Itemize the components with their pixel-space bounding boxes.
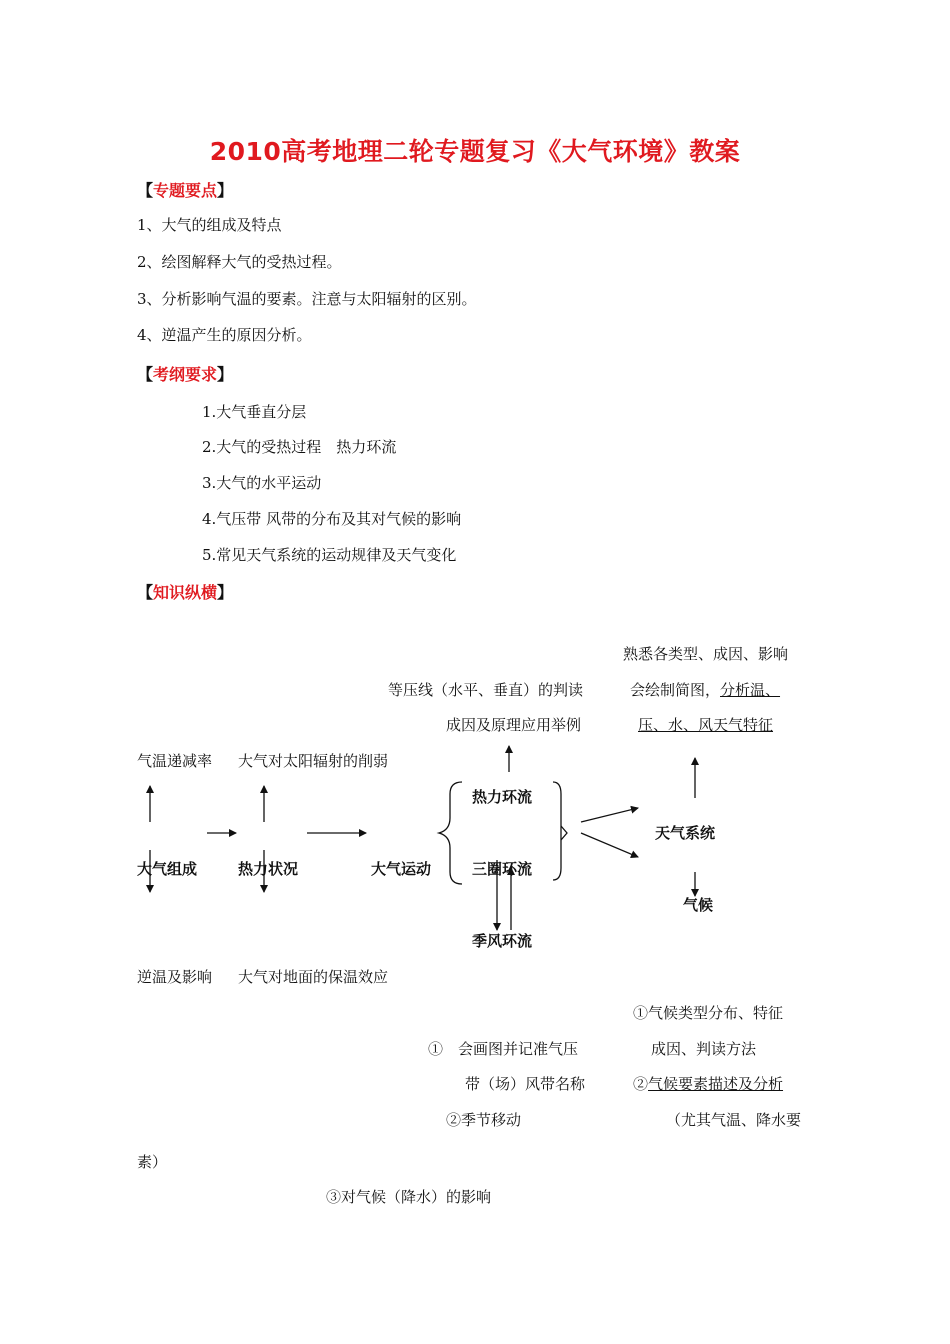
climate-note-3a: ② — [633, 1075, 649, 1093]
belt-note-1: ① 会画图并记准气压 — [428, 1040, 579, 1058]
right-bracket — [553, 782, 561, 880]
section-heading-points-label: 专题要点 — [153, 181, 218, 200]
solar-weakening-label: 大气对太阳辐射的削弱 — [238, 752, 389, 770]
weather-note-3: 压、水、风天气特征 — [638, 716, 774, 734]
belt-note-2: 带（场）风带名称 — [465, 1075, 586, 1093]
points-item-1: 1、大气的组成及特点 — [137, 216, 282, 234]
monsoon-node: 季风环流 — [472, 932, 533, 950]
weather-note-1: 熟悉各类型、成因、影响 — [623, 645, 789, 663]
climate-node: 气候 — [683, 896, 714, 914]
right-bracket-tip — [561, 826, 567, 840]
atmosphere-motion-node: 大气运动 — [371, 860, 432, 878]
belt-note-3: ②季节移动 — [446, 1111, 522, 1129]
outline-item-5: 5.常见天气系统的运动规律及天气变化 — [202, 546, 457, 564]
atmosphere-composition-node: 大气组成 — [137, 860, 198, 878]
lapse-rate-label: 气温递减率 — [137, 752, 213, 770]
points-item-2: 2、绘图解释大气的受热过程。 — [137, 253, 342, 271]
points-item-4: 4、逆温产生的原因分析。 — [137, 326, 312, 344]
section-heading-outline-label: 考纲要求 — [153, 365, 218, 384]
thermal-circulation-node: 热力环流 — [472, 788, 533, 806]
weather-note-2a: 会绘制简图， — [630, 681, 721, 699]
isobar-note-1: 等压线（水平、垂直）的判读 — [388, 681, 584, 699]
three-cell-node: 三圈环流 — [472, 860, 533, 878]
climate-note-3b: 气候要素描述及分析 — [648, 1075, 784, 1093]
climate-note-5: 素） — [137, 1153, 168, 1171]
arrow-to-weather-lower — [581, 833, 638, 857]
outline-item-3: 3.大气的水平运动 — [202, 474, 322, 492]
outline-item-4: 4.气压带 风带的分布及其对气候的影响 — [202, 510, 462, 528]
section-heading-points: 【专题要点】 — [137, 181, 234, 200]
section-heading-knowledge-label: 知识纵横 — [153, 583, 218, 602]
belt-note-4: ③对气候（降水）的影响 — [326, 1188, 492, 1206]
section-heading-knowledge: 【知识纵横】 — [137, 583, 234, 602]
thermal-state-node: 热力状况 — [238, 860, 299, 878]
points-item-3: 3、分析影响气温的要素。注意与太阳辐射的区别。 — [137, 290, 477, 308]
outline-item-1: 1.大气垂直分层 — [202, 403, 307, 421]
insulation-label: 大气对地面的保温效应 — [238, 968, 389, 986]
inversion-label: 逆温及影响 — [137, 968, 213, 986]
page-title: 2010高考地理二轮专题复习《大气环境》教案 — [209, 137, 741, 166]
climate-note-2: 成因、判读方法 — [651, 1040, 757, 1058]
weather-note-2b: 分析温、 — [720, 681, 781, 699]
arrow-to-weather-upper — [581, 808, 638, 822]
isobar-note-2: 成因及原理应用举例 — [446, 716, 582, 734]
outline-item-2: 2.大气的受热过程 热力环流 — [202, 438, 397, 456]
left-brace — [439, 782, 462, 884]
climate-note-4: （尤其气温、降水要 — [666, 1111, 802, 1129]
climate-note-1: ①气候类型分布、特征 — [633, 1004, 784, 1022]
weather-system-node: 天气系统 — [655, 824, 716, 842]
section-heading-outline: 【考纲要求】 — [137, 365, 234, 384]
